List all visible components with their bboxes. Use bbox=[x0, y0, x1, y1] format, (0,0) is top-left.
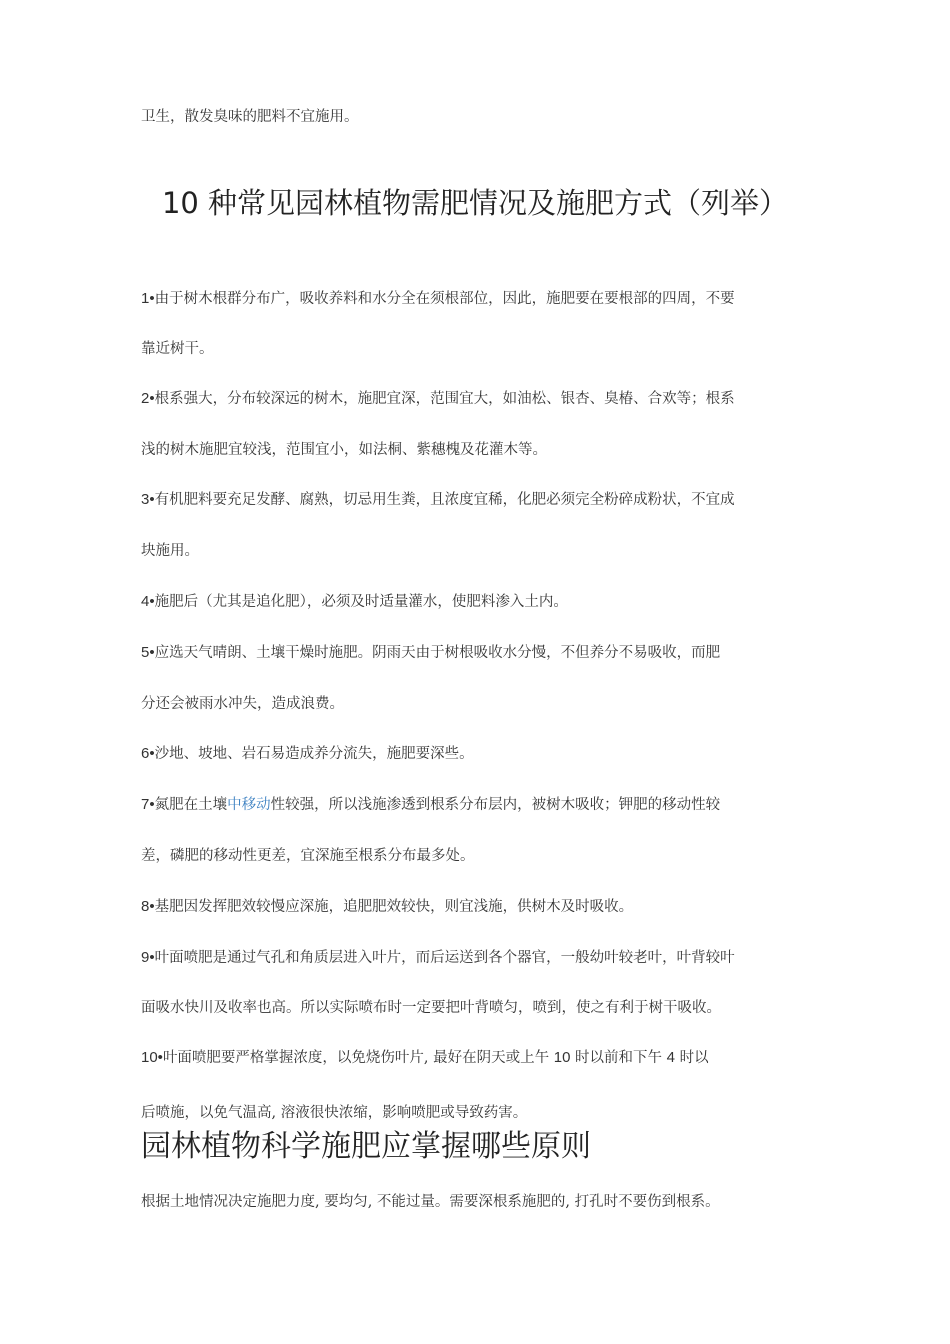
list-item-3-line-1 bbox=[141, 490, 821, 510]
list-item-1-line-1 bbox=[141, 289, 821, 309]
list-item-5-text: 应选天气晴朗、土壤干燥时施肥。阴雨天由于树根吸收水分慢，不但养分不易吸收，而肥 bbox=[154, 645, 721, 661]
list-item-3-text: 有机肥料要充足发酵、腐熟，切忌用生粪，且浓度宜稀，化肥必须完全粉碎成粉状，不宜成 bbox=[154, 492, 735, 508]
list-item-1-number: 1• bbox=[141, 290, 155, 307]
list-item-2-text: 根系强大，分布较深远的树木，施肥宜深，范围宜大，如油松、银杏、臭椿、合欢等；根系 bbox=[154, 391, 735, 407]
list-item-2-line-2: 浅的树木施肥宜较浅，范围宜小，如法桐、紫穗槐及花灌木等。 bbox=[141, 442, 547, 458]
list-item-10-text-a: 叶面喷肥要严格掌握浓度，以免烧伤叶片, 最好在阴天或上午 bbox=[162, 1050, 554, 1066]
list-item-7-line-2: 差，磷肥的移动性更差，宜深施至根系分布最多处。 bbox=[141, 848, 475, 864]
list-item-6-line-1 bbox=[141, 744, 821, 764]
list-item-6-number: 6• bbox=[141, 745, 155, 762]
list-item-8-number: 8• bbox=[141, 898, 155, 915]
list-item-7-line-1 bbox=[141, 795, 821, 815]
list-item-2-number: 2• bbox=[141, 390, 155, 407]
list-item-9-text: 叶面喷肥是通过气孔和角质层进入叶片，而后运送到各个器官，一般幼叶较老叶，叶背较叶 bbox=[154, 950, 735, 966]
main-heading: 10 种常见园林植物需肥情况及施肥方式（列举） bbox=[161, 186, 789, 220]
list-item-7-text-post: 性较强，所以浅施渗透到根系分布层内，被树木吸收；钾肥的移动性较 bbox=[270, 797, 721, 813]
list-item-8-line-1 bbox=[141, 897, 821, 917]
list-item-10-line-2: 后喷施，以免气温高, 溶液很快浓缩，影响喷肥或导致药害。 bbox=[141, 1105, 528, 1121]
list-item-9-line-2: 面吸水快川及收率也高。所以实际喷布时一定要把叶背喷匀，喷到，使之有利于树干吸收。 bbox=[141, 1000, 721, 1016]
list-item-7-number: 7• bbox=[141, 796, 155, 813]
list-item-1-text: 由于树木根群分布广，吸收养料和水分全在须根部位，因此，施肥要在要根部的四周，不要 bbox=[154, 291, 735, 307]
list-item-1-line-2: 靠近树干。 bbox=[141, 341, 214, 357]
list-item-10-hour-1: 10 bbox=[553, 1049, 571, 1066]
principle-text: 根据土地情况决定施肥力度, 要均匀, 不能过量。需要深根系施肥的, 打孔时不要伤到根系。 bbox=[141, 1194, 720, 1210]
list-item-9-line-1 bbox=[141, 948, 821, 968]
list-item-4-line-1 bbox=[141, 592, 821, 612]
list-item-10-hour-2: 4 bbox=[666, 1049, 676, 1066]
keyword-link[interactable]: 中移动 bbox=[227, 797, 271, 813]
intro-tail-text: 卫生，散发臭味的肥料不宜施用。 bbox=[141, 109, 359, 125]
list-item-4-text: 施肥后（尤其是追化肥），必须及时适量灌水，使肥料渗入土内。 bbox=[154, 594, 568, 610]
list-item-10-text-b: 时以前和下午 bbox=[570, 1050, 667, 1066]
list-item-2-line-1 bbox=[141, 389, 821, 409]
list-item-5-line-2: 分还会被雨水冲失，造成浪费。 bbox=[141, 696, 344, 712]
list-item-10-text-c: 时以 bbox=[675, 1050, 709, 1066]
list-item-5-line-1 bbox=[141, 643, 821, 663]
list-item-8-text: 基肥因发挥肥效较慢应深施，追肥肥效较快，则宜浅施，供树木及时吸收。 bbox=[154, 899, 634, 915]
list-item-5-number: 5• bbox=[141, 644, 155, 661]
list-item-7-text-pre: 氮肥在土壤 bbox=[154, 797, 228, 813]
list-item-3-line-2: 块施用。 bbox=[141, 543, 199, 559]
list-item-10-line-1 bbox=[141, 1048, 821, 1068]
list-item-10-number: 10• bbox=[141, 1049, 163, 1066]
section-heading: 园林植物科学施肥应掌握哪些原则 bbox=[141, 1129, 591, 1164]
list-item-4-number: 4• bbox=[141, 593, 155, 610]
list-item-6-text: 沙地、坡地、岩石易造成养分流失，施肥要深些。 bbox=[154, 746, 474, 762]
list-item-9-number: 9• bbox=[141, 949, 155, 966]
list-item-3-number: 3• bbox=[141, 491, 155, 508]
